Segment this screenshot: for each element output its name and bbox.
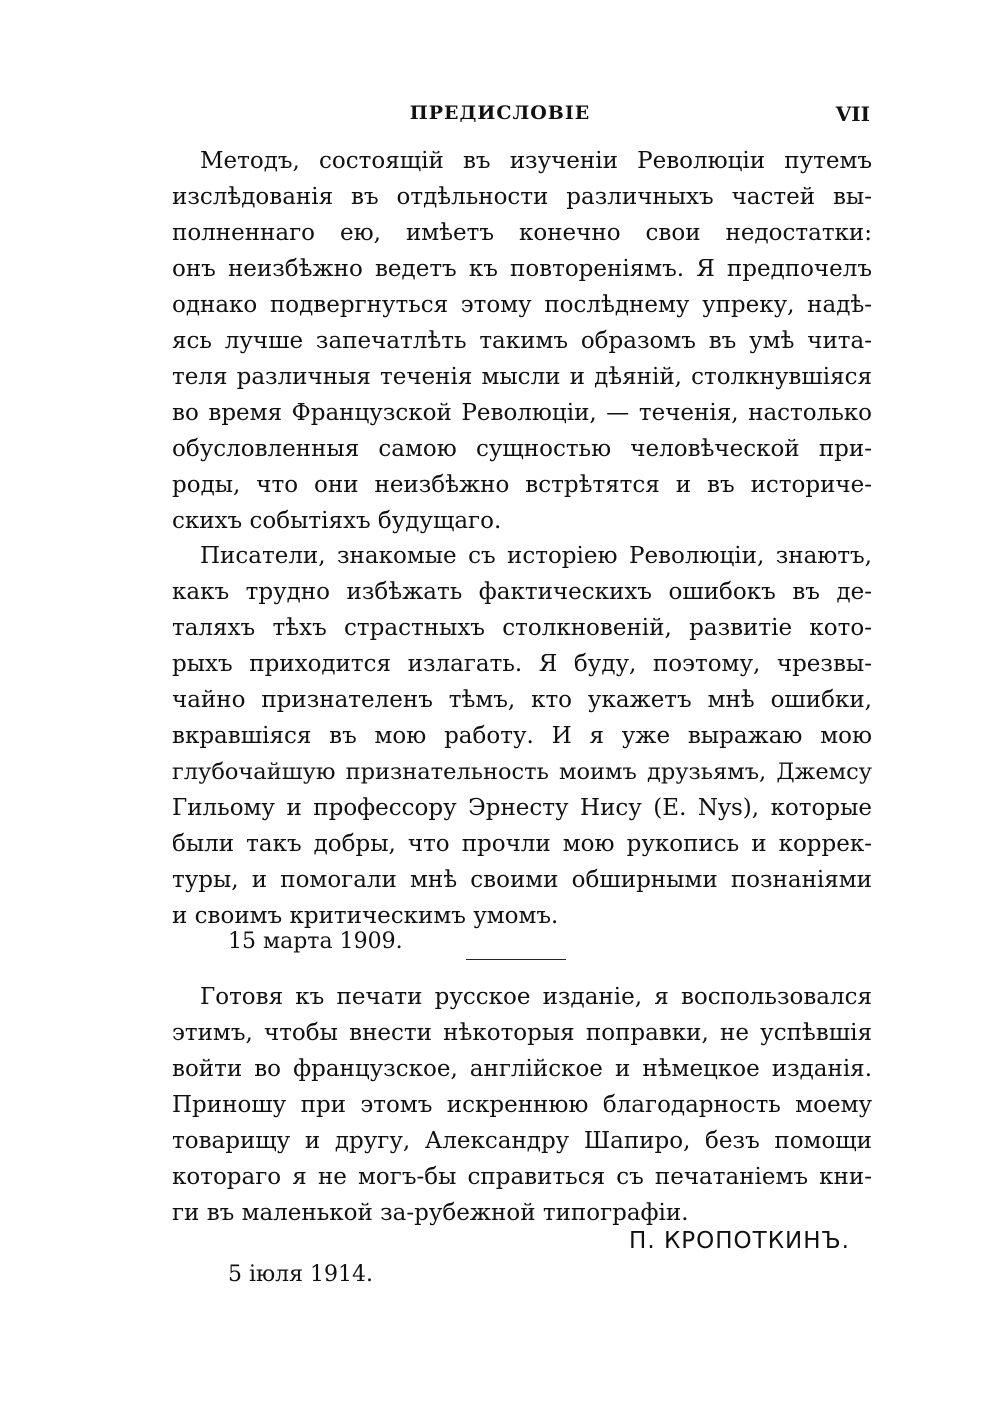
- text-line: Приношу при этомъ искреннюю благодарность моему: [172, 1092, 872, 1118]
- paragraph-3: [172, 979, 872, 1231]
- text-line: были такъ добры, что прочли мою рукопись и коррек-: [172, 831, 872, 857]
- text-line: таляхъ тѣхъ страстныхъ столкновенiй, развитiе кото-: [172, 615, 872, 641]
- text-line: теля различныя теченiя мысли и дѣянiй, столкнувшiяся: [172, 364, 872, 390]
- text-line: Писатели, знакомые съ исторiею Революцiи, знаютъ,: [200, 543, 872, 569]
- date-1909: 15 марта 1909.: [228, 929, 403, 954]
- text-line: однако подвергнуться этому послѣднему упреку, надѣ-: [172, 292, 872, 318]
- text-line: обусловленныя самою сущностью человѣческой при-: [172, 436, 872, 462]
- text-line: изслѣдованiя въ отдѣльности различныхъ частей вы-: [172, 184, 872, 210]
- author-signature: П. КРОПОТКИНЪ.: [629, 1228, 850, 1254]
- running-header-title: ПРЕДИСЛОВIЕ: [409, 102, 591, 124]
- text-line: роды, что они неизбѣжно встрѣтятся и въ историче-: [172, 472, 872, 498]
- text-line: ги въ маленькой за-рубежной типографiи.: [172, 1200, 689, 1226]
- text-line: полненнаго ею, имѣетъ конечно свои недостатки:: [172, 220, 872, 246]
- text-line: этимъ, чтобы внести нѣкоторыя поправки, не успѣвшiя: [172, 1020, 872, 1046]
- text-line: скихъ событiяхъ будущаго.: [172, 508, 502, 534]
- text-line: Готовя къ печати русское изданiе, я воспользовался: [200, 984, 872, 1010]
- paragraph-2: [172, 538, 872, 934]
- text-line: рыхъ приходится излагать. Я буду, поэтому, чрезвы-: [172, 651, 872, 677]
- text-line: Гильому и профессору Эрнесту Нису (E. Nys), которые: [172, 795, 872, 821]
- text-line: котораго я не могъ-бы справиться съ печатанiемъ кни-: [172, 1164, 872, 1190]
- text-line: туры, и помогали мнѣ своими обширными познанiями: [172, 867, 872, 893]
- text-line: ясь лучше запечатлѣть такимъ образомъ въ умѣ чита-: [172, 328, 872, 354]
- text-line: онъ неизбѣжно ведетъ къ повторенiямъ. Я предпочелъ: [172, 256, 872, 282]
- text-line: какъ трудно избѣжать фактическихъ ошибокъ въ де-: [172, 579, 872, 605]
- text-line: товарищу и другу, Александру Шапиро, безъ помощи: [172, 1128, 872, 1154]
- text-line: войти во французское, англiйское и нѣмецкое изданiя.: [172, 1056, 872, 1082]
- section-divider: [466, 959, 566, 960]
- paragraph-1: [172, 143, 872, 539]
- text-line: и своимъ критическимъ умомъ.: [172, 903, 559, 929]
- text-line: чайно признателенъ тѣмъ, кто укажетъ мнѣ ошибки,: [172, 687, 872, 713]
- text-line: во время Французской Революцiи, — теченiя, настолько: [172, 400, 872, 426]
- text-line: глубочайшую признательность моимъ друзьямъ, Джемсу: [172, 759, 872, 785]
- date-1914: 5 iюля 1914.: [228, 1262, 374, 1287]
- text-line: вкравшiяся въ мою работу. И я уже выражаю мою: [172, 723, 872, 749]
- text-line: Методъ, состоящiй въ изученiи Революцiи путемъ: [200, 148, 872, 174]
- page-number: VII: [835, 102, 870, 126]
